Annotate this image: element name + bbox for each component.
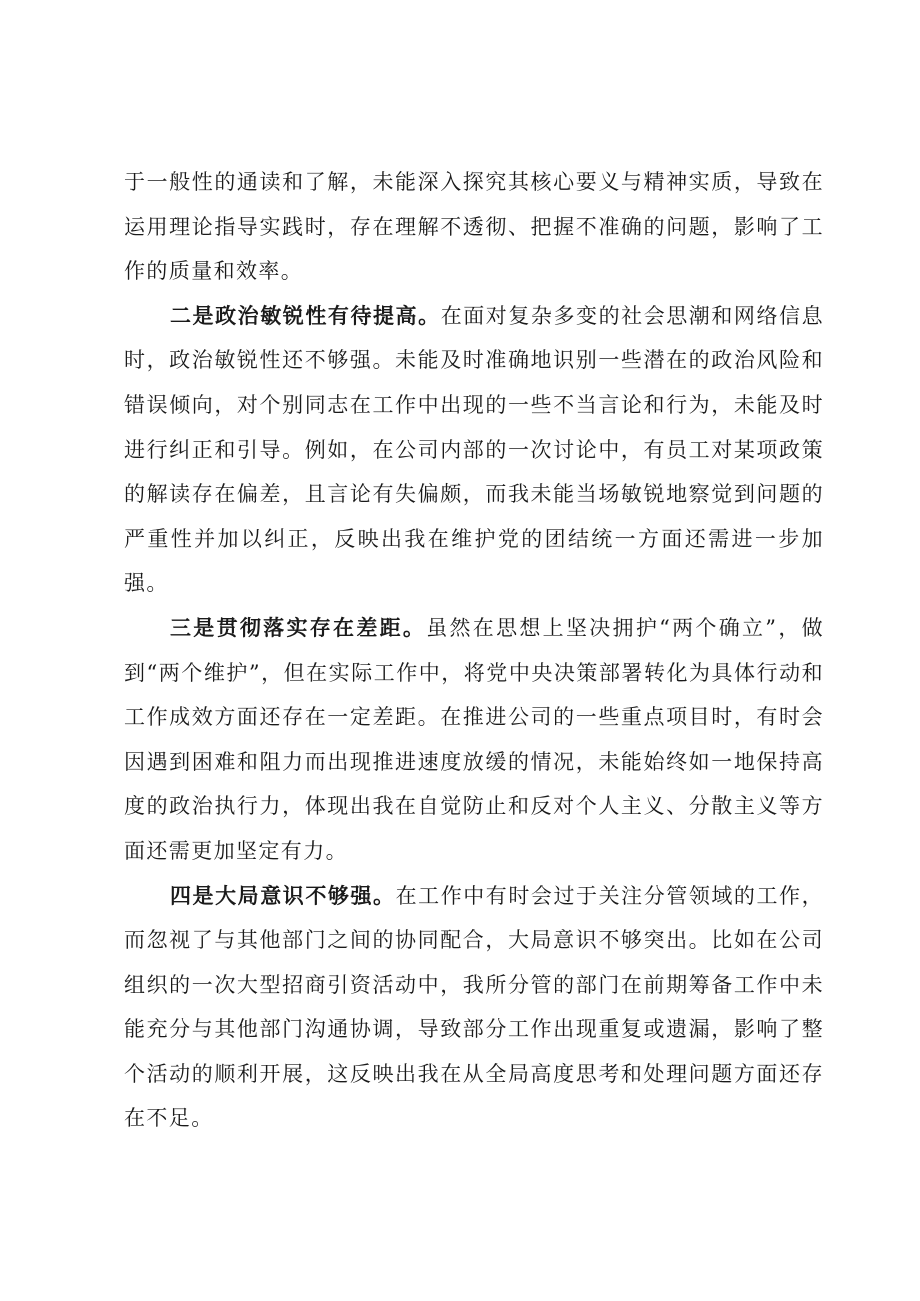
paragraph-text: 在工作中有时会过于关注分管领域的工作，而忽视了与其他部门之间的协同配合，大局意识不够突出。比如在公司组织的一次大型招商引资活动中，我所分管的部门在前期筹备工作中未能充分与其他部门沟通协调，导致部分工作出现重复或遗漏，影响了整个活动的顺利开展，这反映出我在从全局高度思考和处理问题方面还存在不足。 — [124, 883, 824, 1131]
document-body — [124, 160, 824, 1141]
paragraph-continuation — [124, 160, 824, 294]
paragraph-heading: 三是贯彻落实存在差距。 — [170, 614, 427, 640]
paragraph-political-sensitivity — [124, 294, 824, 606]
paragraph-heading: 四是大局意识不够强。 — [170, 882, 396, 908]
paragraph-text: 在面对复杂多变的社会思潮和网络信息时，政治敏锐性还不够强。未能及时准确地识别一些潜在的政治风险和错误倾向，对个别同志在工作中出现的一些不当言论和行为，未能及时进行纠正和引导。例如，在公司内部的一次讨论中，有员工对某项政策的解读存在偏差，且言论有失偏颇，而我未能当场敏锐地察觉到问题的严重性并加以纠正，反映出我在维护党的团结统一方面还需进一步加强。 — [124, 303, 824, 596]
paragraph-text: 于一般性的通读和了解，未能深入探究其核心要义与精神实质，导致在运用理论指导实践时，存在理解不透彻、把握不准确的问题，影响了工作的质量和效率。 — [124, 170, 824, 284]
paragraph-text: 虽然在思想上坚决拥护“两个确立”，做到“两个维护”，但在实际工作中，将党中央决策部署转化为具体行动和工作成效方面还存在一定差距。在推进公司的一些重点项目时，有时会因遇到困难和阻力而出现推进速度放缓的情况，未能始终如一地保持高度的政治执行力，体现出我在自觉防止和反对个人主义、分散主义等方面还需更加坚定有力。 — [124, 615, 825, 863]
paragraph-overall-awareness — [124, 874, 824, 1142]
paragraph-heading: 二是政治敏锐性有待提高。 — [170, 302, 441, 328]
paragraph-implementation-gap — [124, 606, 824, 874]
